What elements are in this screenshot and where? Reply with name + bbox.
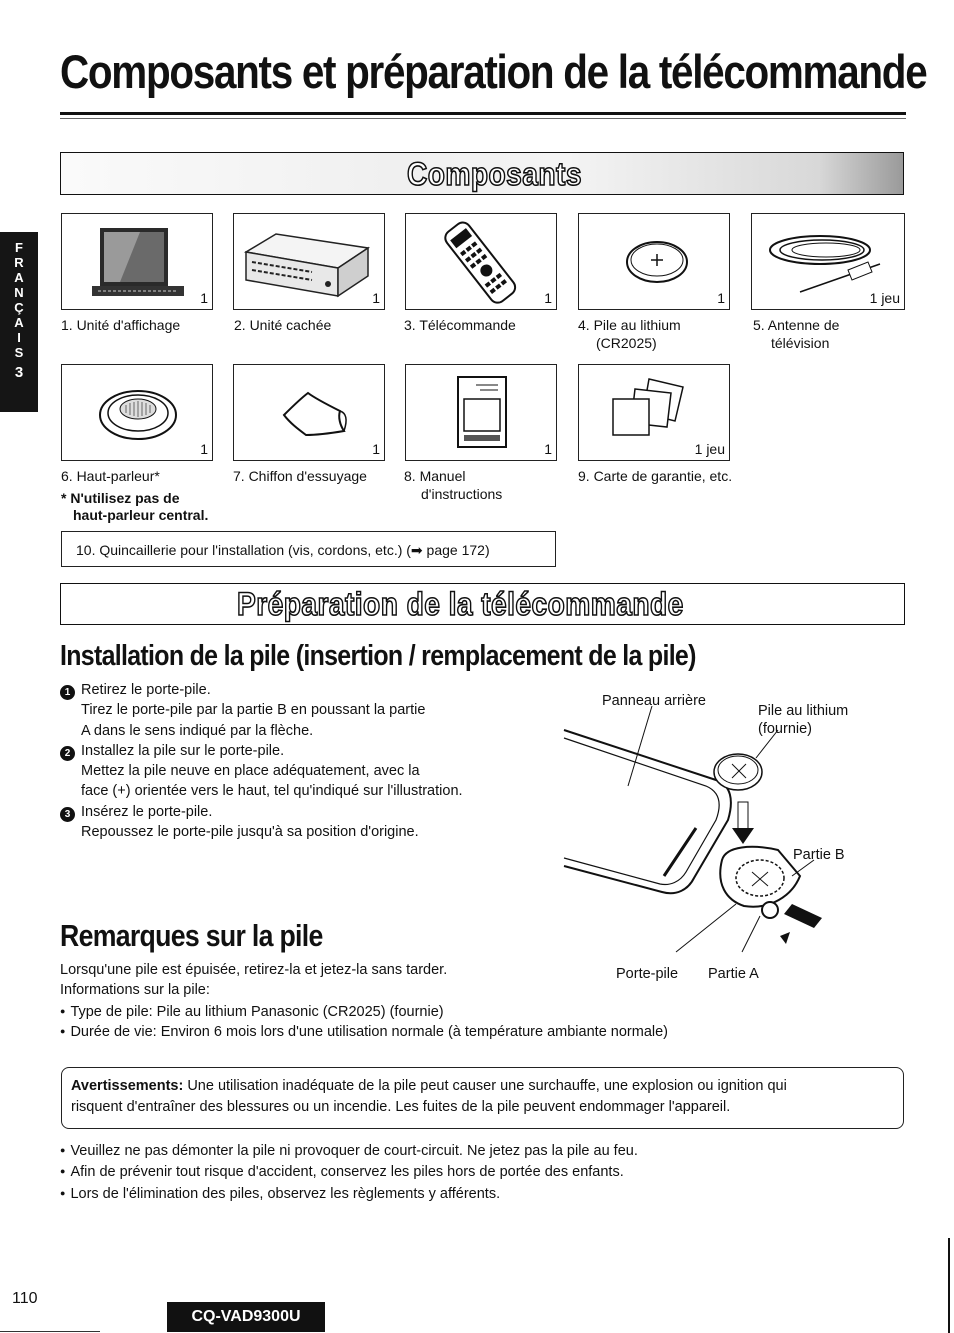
install-title: Installation de la pile (insertion / remplacement de la pile) (60, 640, 696, 672)
step-title: Installez la pile sur le porte-pile. (81, 742, 285, 759)
notes-body (60, 960, 760, 1022)
step-line: face (+) orientée vers le haut, tel qu'indiqué sur l'illustration. (81, 783, 463, 800)
item-qty: 1 (717, 290, 725, 306)
hardware-box (61, 531, 556, 567)
item-caption: 4. Pile au lithium (578, 317, 681, 333)
battery-label: Pile au lithium (758, 703, 849, 719)
item-box-manual (405, 364, 557, 461)
step-title: Insérez le porte-pile. (81, 803, 213, 820)
rear-panel-label: Panneau arrière (602, 693, 706, 709)
item-qty: 1 (372, 441, 380, 457)
tab-letter: R (14, 255, 24, 270)
step-line: Tirez le porte-pile par la partie B en poussant la partie (81, 702, 426, 719)
item-qty: 1 (200, 441, 208, 457)
tab-letter: S (14, 345, 24, 360)
item-qty: 1 (544, 441, 552, 457)
hidden-unit-icon (242, 226, 372, 302)
speaker-note: * N'utilisez pas de (61, 490, 180, 506)
components-banner (60, 152, 904, 195)
step-line: A dans le sens indiqué par la flèche. (81, 722, 314, 739)
preparation-banner (60, 583, 905, 625)
warranty-card-icon (609, 375, 689, 441)
step-line: Mettez la pile neuve en place adéquatement, avec la (81, 763, 420, 780)
model-badge: CQ-VAD9300U (167, 1302, 325, 1332)
tab-letter: I (17, 330, 21, 345)
step-line: Repoussez le porte-pile jusqu'à sa position d'origine. (81, 824, 419, 841)
page-number: 110 (12, 1290, 38, 1307)
item-caption-line2: d'instructions (421, 486, 503, 502)
title-rule-thin (60, 118, 906, 119)
item-box-hidden-unit (233, 213, 385, 310)
step-2 (60, 741, 540, 761)
item-qty: 1 (372, 290, 380, 306)
tab-letter: A (14, 315, 24, 330)
step-1 (60, 680, 540, 700)
tab-letter: N (14, 285, 24, 300)
item-box-warranty (578, 364, 730, 461)
tab-letter: Ç (14, 300, 24, 315)
warning-label: Avertissements: (71, 1078, 184, 1094)
warning-line1 (71, 1076, 787, 1096)
safety-bullet: ● Lors de l'élimination des piles, observez les règlements y afférents. (60, 1183, 880, 1204)
warning-text: Une utilisation inadéquate de la pile peut causer une surchauffe, une explosion ou ignition qui (183, 1078, 787, 1094)
safety-bullets (60, 1140, 880, 1204)
step-number: 2 (60, 746, 75, 761)
notes-title: Remarques sur la pile (60, 918, 323, 953)
display-unit-icon (90, 224, 190, 300)
tab-letter: A (14, 270, 24, 285)
battery-label-line2: (fournie) (758, 721, 812, 737)
item-box-battery (578, 213, 730, 310)
tv-antenna-icon (760, 224, 900, 294)
manual-icon (454, 373, 510, 451)
item-box-speaker (61, 364, 213, 461)
item-box-remote (405, 213, 557, 310)
item-caption-line2: (CR2025) (596, 335, 657, 351)
tab-number: 3 (14, 364, 24, 381)
step-number: 3 (60, 807, 75, 822)
part-b-label: Partie B (793, 847, 845, 863)
item-caption: 8. Manuel (404, 468, 466, 484)
remote-control-icon (436, 220, 526, 304)
step-3 (60, 802, 540, 822)
part-a-label: Partie A (708, 966, 759, 982)
item-caption: 6. Haut-parleur* (61, 468, 160, 484)
item-caption: 7. Chiffon d'essuyage (233, 468, 367, 484)
item-caption: 5. Antenne de (753, 317, 840, 333)
notes-line: Informations sur la pile: (60, 982, 210, 999)
warning-box (61, 1067, 904, 1129)
item-caption-line2: télévision (771, 335, 830, 351)
item-qty: 1 (200, 290, 208, 306)
speaker-icon (96, 385, 186, 445)
holder-label: Porte-pile (616, 966, 679, 982)
title-rule (60, 112, 906, 115)
item-qty: 1 (544, 290, 552, 306)
footer-rule (0, 1331, 100, 1332)
item-box-cloth (233, 364, 385, 461)
tab-letter: F (15, 240, 23, 255)
components-heading: Composants (407, 156, 582, 192)
step-number: 1 (60, 685, 75, 700)
speaker-note-line2: haut-parleur central. (73, 507, 209, 523)
item-qty: 1 jeu (869, 290, 900, 306)
item-box-antenna (751, 213, 905, 310)
safety-bullet: ● Afin de prévenir tout risque d'accident, conservez les piles hors de portée des enfants. (60, 1161, 880, 1182)
preparation-heading: Préparation de la télécommande (237, 586, 684, 622)
page-title: Composants et préparation de la télécommande (60, 45, 927, 98)
cloth-icon (278, 385, 354, 441)
edge-mark (948, 1238, 950, 1333)
item-caption: 2. Unité cachée (234, 317, 332, 333)
battery-life: ● Durée de vie: Environ 6 mois lors d'une utilisation normale (à température ambiante normale) (60, 1021, 668, 1042)
step-title: Retirez le porte-pile. (81, 682, 211, 698)
battery-installation-figure (556, 700, 856, 960)
warning-line2: risquent d'entraîner des blessures ou un incendie. Les fuites de la pile peuvent endommager l'appareil. (71, 1099, 731, 1115)
notes-line: Lorsqu'une pile est épuisée, retirez-la et jetez-la sans tarder. (60, 962, 448, 978)
battery-type: ● Type de pile: Pile au lithium Panasonic (CR2025) (fournie) (60, 1001, 760, 1022)
item-box-display (61, 213, 213, 310)
safety-bullet: ● Veuillez ne pas démonter la pile ni provoquer de court-circuit. Ne jetez pas la pile au feu. (60, 1140, 880, 1161)
item-caption: 1. Unité d'affichage (61, 317, 181, 333)
hardware-text: 10. Quincaillerie pour l'installation (vis, cordons, etc.) (➡ page 172) (76, 542, 490, 558)
item-caption: 3. Télécommande (404, 317, 516, 333)
item-qty: 1 jeu (694, 441, 725, 457)
language-tab (0, 232, 38, 412)
install-steps (60, 680, 540, 842)
lithium-battery-icon (621, 236, 693, 286)
item-caption: 9. Carte de garantie, etc. (578, 468, 733, 484)
